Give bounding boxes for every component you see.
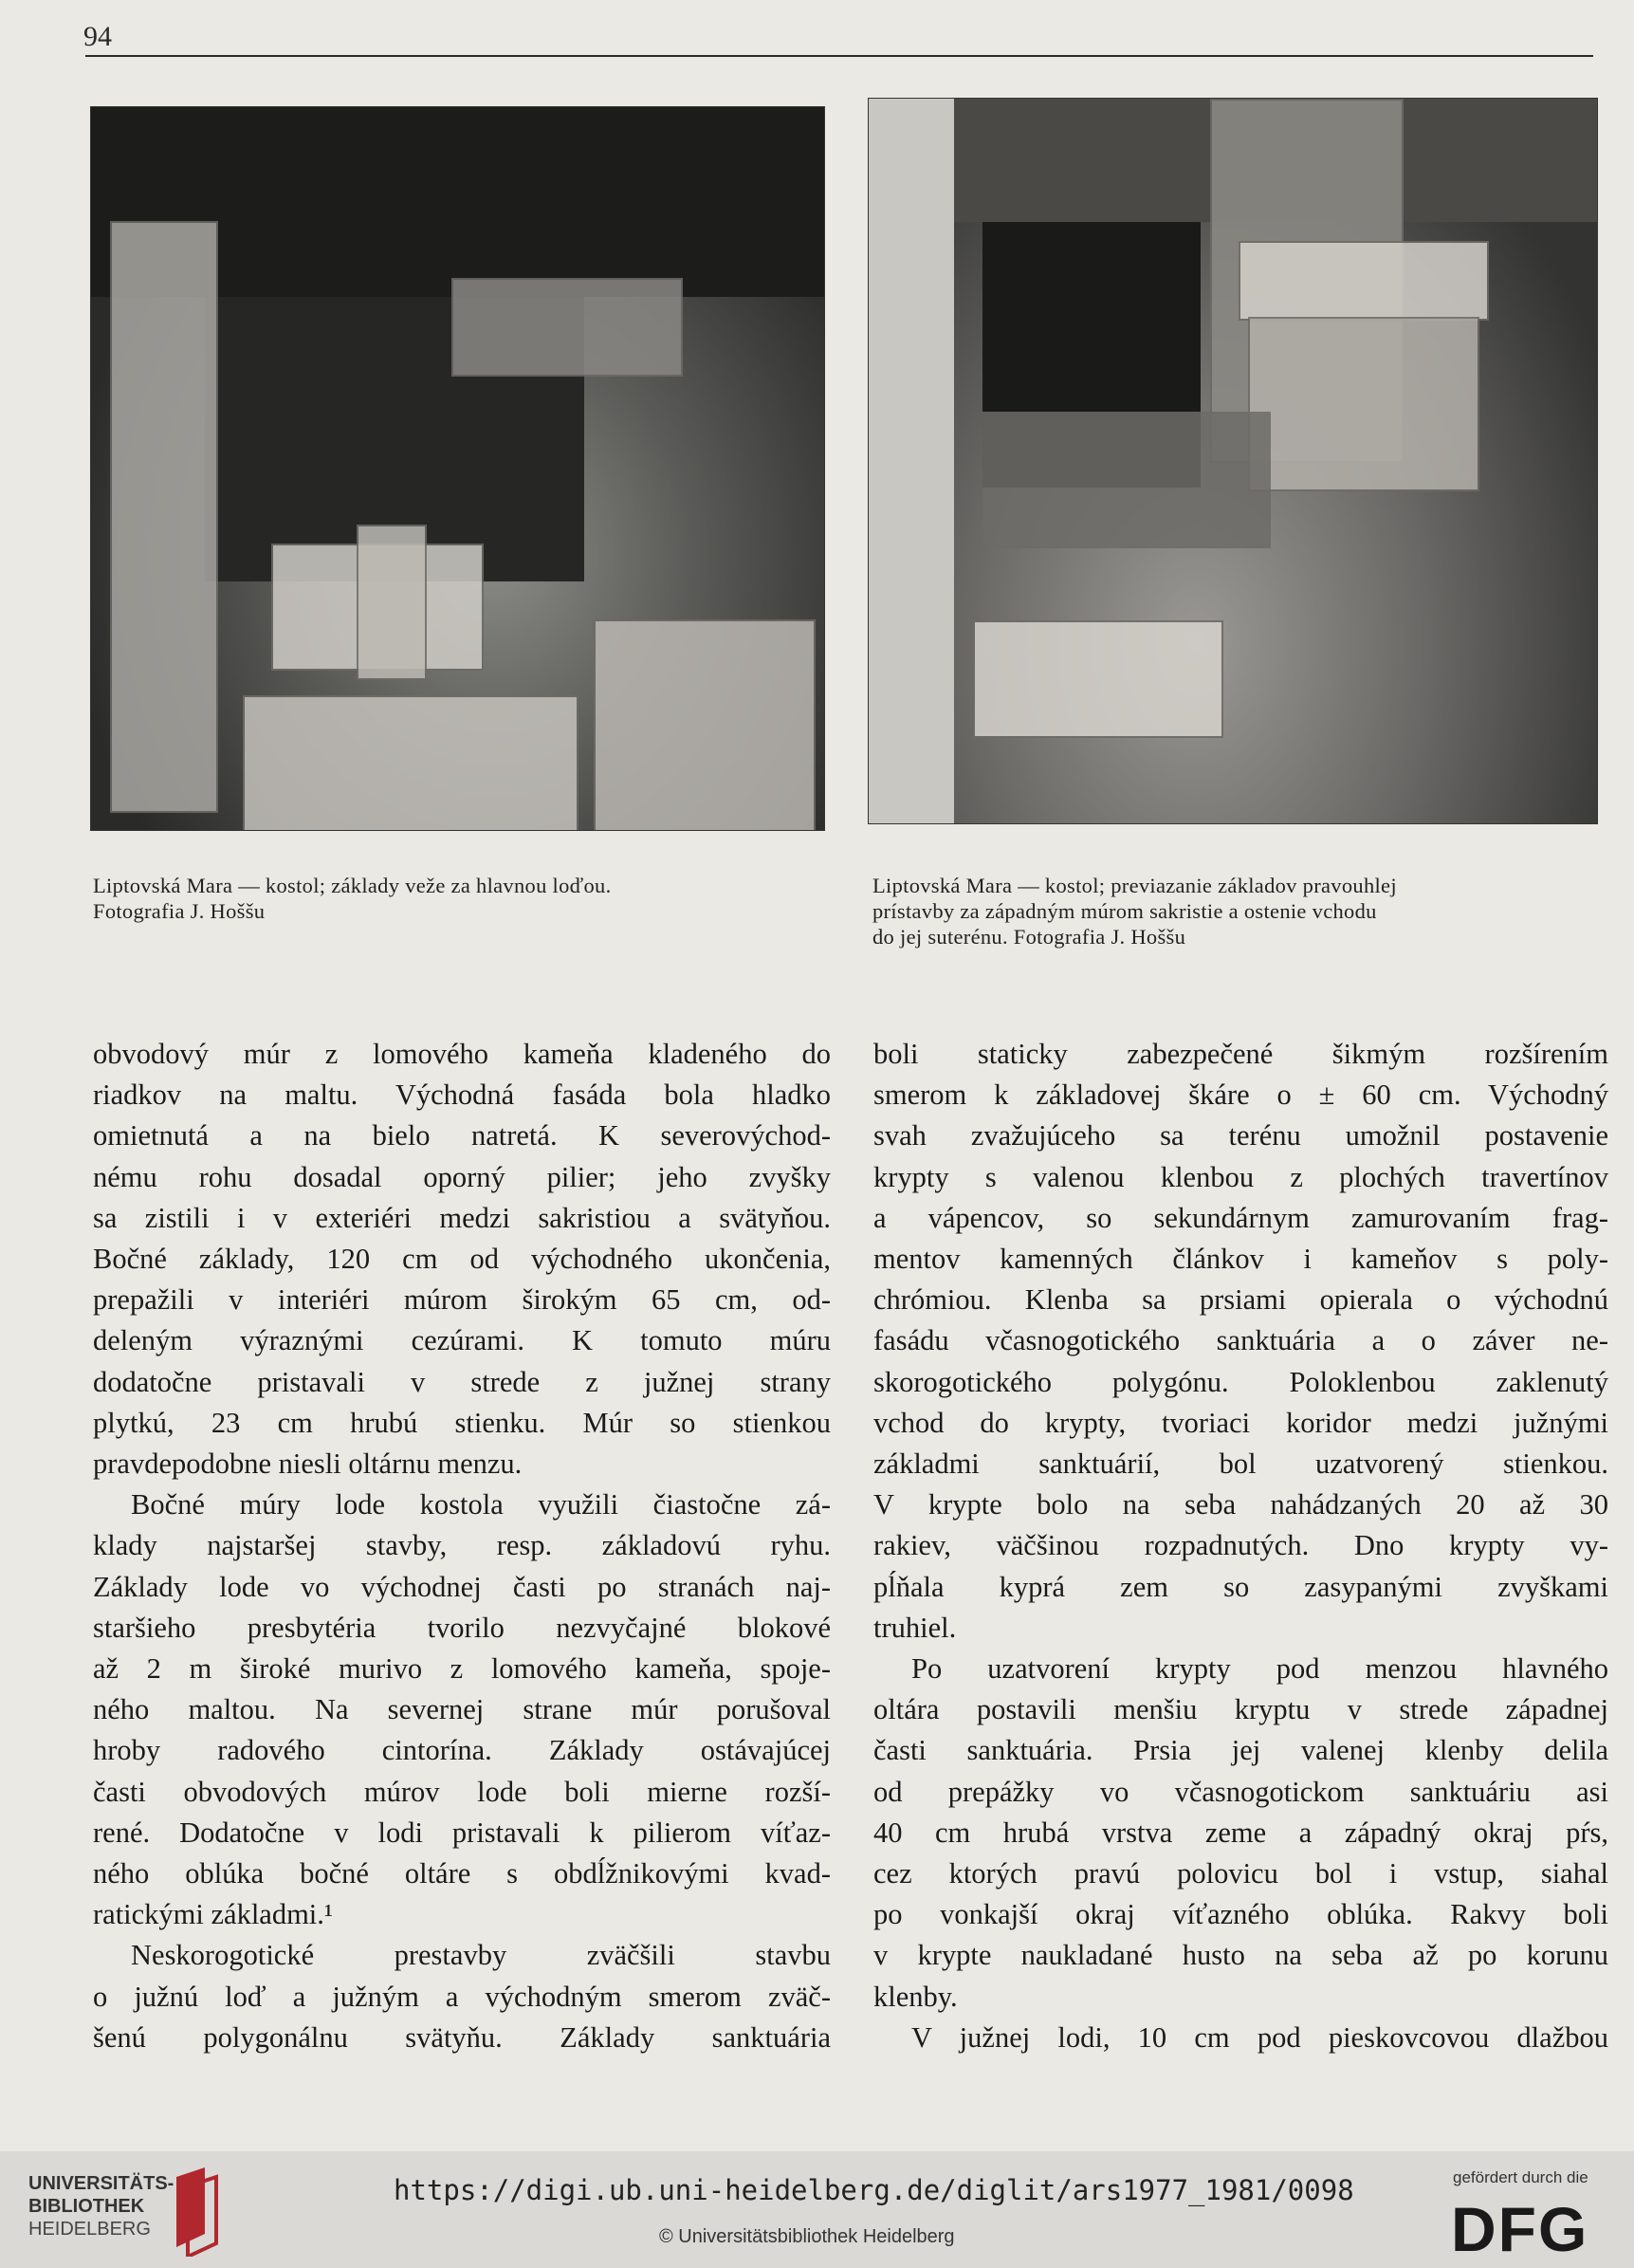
text-line: od prepážky vo včasnogotickom sanktuáriu asi — [873, 1775, 1608, 1808]
text-line: po vonkajší okraj víťazného oblúka. Rakvy boli — [873, 1898, 1608, 1931]
caption-left — [93, 873, 828, 924]
text-line: skorogotického polygónu. Poloklenbou zaklenutý — [873, 1365, 1608, 1398]
text-line: a vápencov, so sekundárnym zamurovaním frag- — [873, 1201, 1608, 1234]
caption-line: Fotografia J. Hoššu — [93, 899, 266, 923]
text-line: plytkú, 23 cm hrubú stienku. Múr so stienkou — [93, 1406, 831, 1439]
text-line: Po uzatvorení krypty pod menzou hlavného — [911, 1652, 1608, 1686]
text-line: Neskorogotické prestavby zväčšili stavbu — [131, 1939, 831, 1972]
text-line: prepažili v interiéri múrom širokým 65 cm, od- — [93, 1283, 831, 1317]
body-column-right — [873, 1034, 1608, 2058]
text-line: Základy lode vo východnej časti po stranách naj- — [93, 1570, 831, 1603]
text-line: klenby. — [873, 1980, 958, 2013]
footer-bar — [0, 2151, 1634, 2268]
text-line: vchod do krypty, tvoriaci koridor medzi južnými — [873, 1406, 1608, 1439]
text-line: truhiel. — [873, 1611, 957, 1644]
text-line: ného oblúka bočné oltáre s obdĺžnikovými kvad- — [93, 1857, 831, 1890]
top-rule — [85, 55, 1593, 57]
caption-line: Liptovská Mara — kostol; previazanie základov pravouhlej — [872, 874, 1397, 897]
text-line: hroby radového cintorína. Základy ostávajúcej — [93, 1734, 831, 1767]
text-line: časti sanktuária. Prsia jej valenej klenby delila — [873, 1734, 1608, 1767]
text-line: staršieho presbytéria tvorilo nezvyčajné blokové — [93, 1611, 831, 1644]
caption-line: Liptovská Mara — kostol; základy veže za hlavnou loďou. — [93, 874, 612, 897]
text-line: nému rohu dosadal oporný pilier; jeho zvyšky — [93, 1160, 831, 1193]
text-line: klady najstaršej stavby, resp. základovú ryhu. — [93, 1529, 831, 1562]
caption-line: do jej suterénu. Fotografia J. Hoššu — [872, 925, 1186, 949]
text-line: rakiev, väčšinou rozpadnutých. Dno krypty vy- — [873, 1529, 1608, 1562]
library-name-line: BIBLIOTHEK — [28, 2196, 145, 2217]
text-line: boli staticky zabezpečené šikmým rozšírením — [873, 1038, 1608, 1070]
text-line: rené. Dodatočne v lodi pristavali k pilierom víťaz- — [93, 1816, 831, 1849]
permalink-url[interactable]: https://digi.ub.uni-heidelberg.de/diglit/ars1977_1981/0098 — [394, 2174, 1354, 2206]
text-line: svah zvažujúceho sa terénu umožnil postavenie — [873, 1119, 1608, 1152]
photo-sacristy-annex — [868, 98, 1598, 824]
funding-note: gefördert durch die — [1453, 2168, 1588, 2186]
text-line: ného maltou. Na severnej strane múr porušoval — [93, 1693, 831, 1726]
text-line: šenú polygonálnu svätyňu. Základy sanktuária — [93, 2020, 831, 2054]
library-logo[interactable] — [28, 2172, 174, 2240]
text-line: 40 cm hrubá vrstva zeme a západný okraj pŕs, — [873, 1816, 1608, 1849]
text-line: oltára postavili menšiu kryptu v strede západnej — [873, 1693, 1608, 1726]
text-line: mentov kamenných článkov i kameňov s poly- — [873, 1243, 1608, 1276]
text-line: krypty s valenou klenbou z plochých travertínov — [873, 1160, 1608, 1193]
text-line: pravdepodobne niesli oltárnu menzu. — [93, 1447, 523, 1481]
text-line: V južnej lodi, 10 cm pod pieskovcovou dlažbou — [911, 2020, 1608, 2054]
library-name-line: HEIDELBERG — [28, 2219, 151, 2240]
text-line: až 2 m široké murivo z lomového kameňa, spoje- — [93, 1652, 831, 1686]
text-line: pĺňala kyprá zem so zasypanými zvyškami — [873, 1570, 1608, 1603]
text-line: v krypte naukladané husto na seba až po korunu — [873, 1939, 1608, 1972]
dfg-logo[interactable]: DFG — [1451, 2194, 1589, 2264]
body-column-left — [93, 1034, 831, 2058]
text-line: omietnutá a na bielo natretá. K severovýchod- — [93, 1119, 831, 1152]
text-line: cez ktorých pravú polovicu bol i vstup, siahal — [873, 1857, 1608, 1890]
text-line: sa zistili i v exteriéri medzi sakristiou a svätyňou. — [93, 1201, 831, 1234]
text-line: Bočné múry lode kostola využili čiastočne zá- — [131, 1488, 831, 1521]
text-line: obvodový múr z lomového kameňa kladeného do — [93, 1038, 831, 1070]
photo-tower-foundations — [90, 106, 825, 831]
text-line: Bočné základy, 120 cm od východného ukončenia, — [93, 1243, 831, 1276]
text-line: chrómiou. Klenba sa prsiami opierala o východnú — [873, 1283, 1608, 1317]
page-number: 94 — [83, 21, 112, 52]
text-line: základmi sanktuárií, bol uzatvorený stienkou. — [873, 1447, 1608, 1481]
library-name-line: UNIVERSITÄTS- — [28, 2173, 174, 2194]
text-line: o južnú loď a južným a východným smerom zväč- — [93, 1980, 831, 2013]
text-line: časti obvodových múrov lode boli mierne rozší- — [93, 1775, 831, 1808]
text-line: V krypte bolo na seba nahádzaných 20 až 30 — [873, 1488, 1608, 1521]
text-line: deleným výraznými cezúrami. K tomuto múru — [93, 1324, 831, 1357]
text-line: dodatočne pristavali v strede z južnej strany — [93, 1365, 831, 1398]
caption-right — [872, 873, 1612, 950]
text-line: riadkov na maltu. Východná fasáda bola hladko — [93, 1079, 831, 1112]
copyright-notice: © Universitätsbibliothek Heidelberg — [659, 2226, 955, 2247]
text-line: smerom k základovej škáre o ± 60 cm. Východný — [873, 1079, 1608, 1112]
text-line: fasádu včasnogotického sanktuária a o záver ne- — [873, 1324, 1608, 1357]
text-line: ratickými základmi.¹ — [93, 1898, 334, 1931]
library-emblem-icon — [167, 2167, 226, 2257]
caption-line: prístavby za západným múrom sakristie a ostenie vchodu — [872, 899, 1377, 923]
